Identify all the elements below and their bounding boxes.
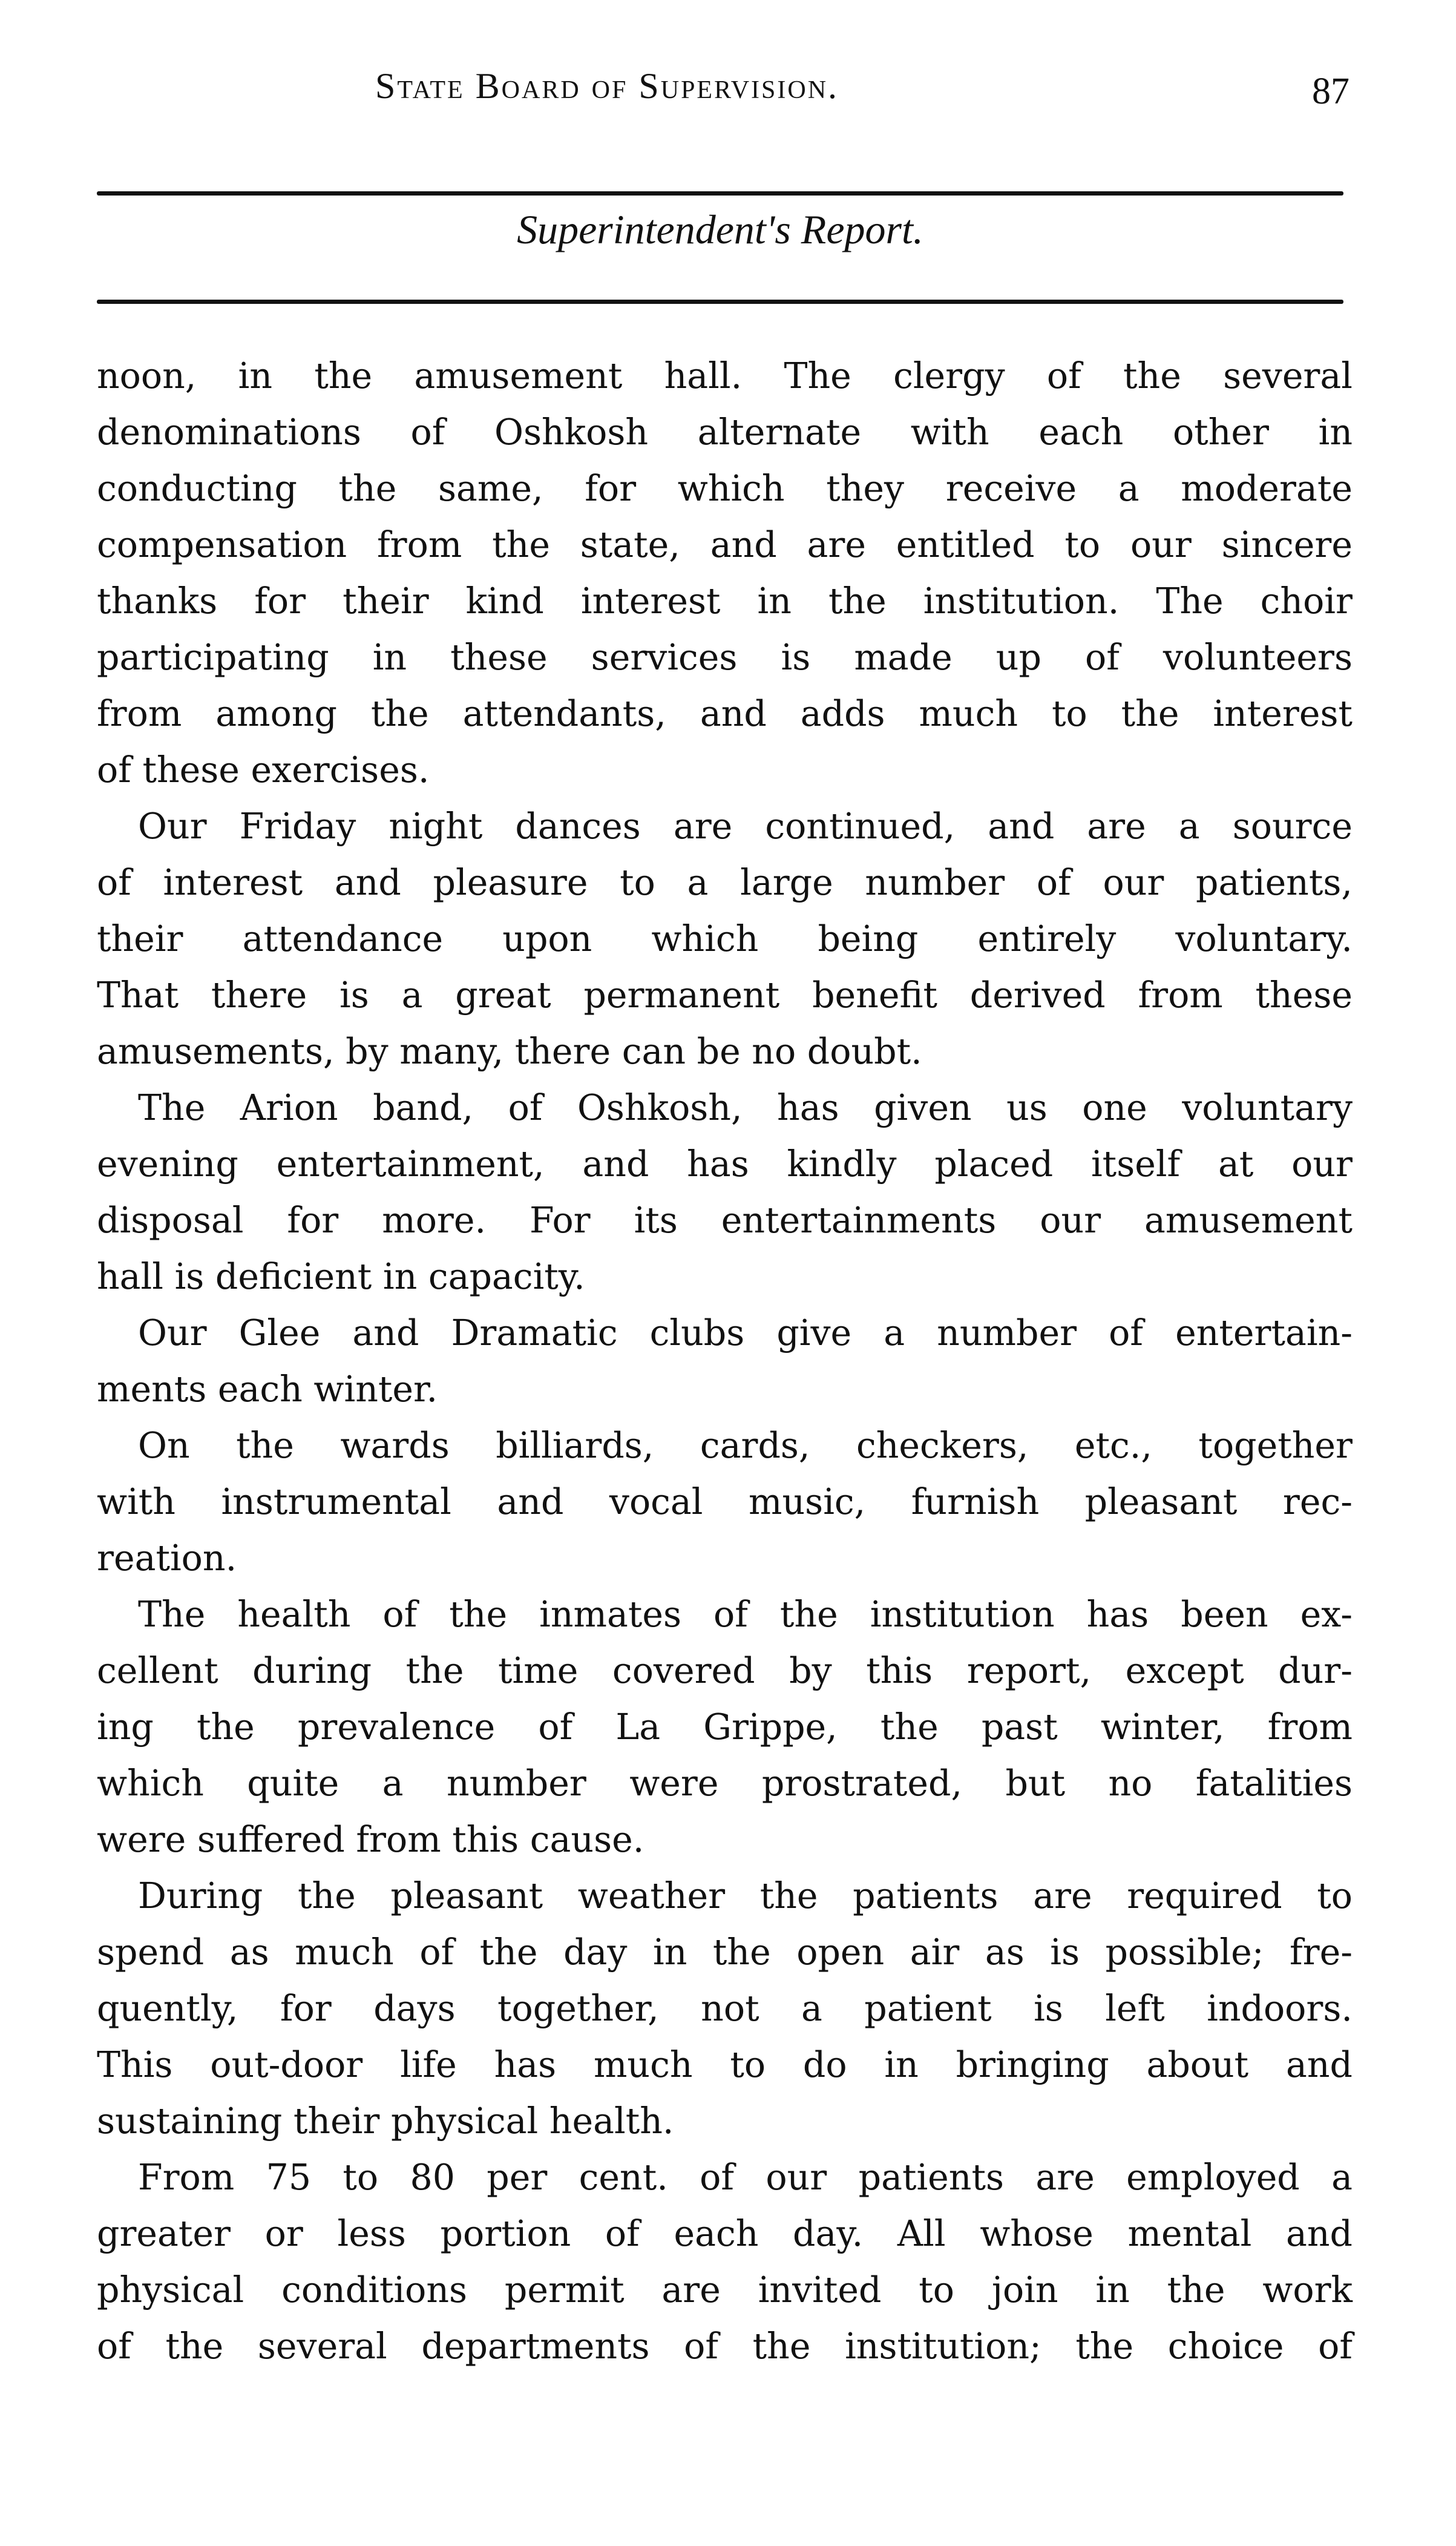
text-line: ments each winter.	[97, 1369, 438, 1410]
text-line: From 75 to 80 per cent. of our patients are employed a	[138, 2157, 1353, 2198]
body-text	[97, 348, 1353, 2375]
text-line: reation.	[97, 1538, 237, 1579]
text-line: with instrumental and vocal music, furnish pleasant rec-	[97, 1481, 1353, 1522]
text-line: physical conditions permit are invited to join in the work	[97, 2269, 1353, 2311]
paragraph	[97, 1080, 1353, 1305]
text-line: That there is a great permanent benefit derived from these	[97, 975, 1353, 1016]
text-line: conducting the same, for which they receive a moderate	[97, 468, 1353, 509]
paragraph	[97, 1587, 1353, 1868]
text-line: Our Glee and Dramatic clubs give a number of entertain-	[138, 1312, 1353, 1354]
text-line: hall is deficient in capacity.	[97, 1256, 585, 1297]
text-line: noon, in the amusement hall. The clergy of the several	[97, 355, 1353, 396]
text-line: Our Friday night dances are continued, and are a source	[138, 806, 1353, 847]
page-number: 87	[1312, 71, 1349, 112]
text-line: amusements, by many, there can be no doubt.	[97, 1031, 922, 1072]
text-line: This out-door life has much to do in bringing about and	[97, 2044, 1353, 2085]
paragraph	[97, 348, 1353, 798]
text-line: of the several departments of the institution; the choice of	[97, 2326, 1353, 2367]
text-line: which quite a number were prostrated, but no fatalities	[97, 1763, 1353, 1804]
text-line: denominations of Oshkosh alternate with each other in	[97, 412, 1353, 453]
text-line: participating in these services is made up of volunteers	[97, 637, 1353, 678]
text-line: sustaining their physical health.	[97, 2100, 674, 2142]
top-rule	[97, 191, 1343, 196]
running-head	[97, 65, 1362, 120]
text-line: spend as much of the day in the open air as is possible; fre-	[97, 1932, 1353, 1973]
bottom-rule	[97, 300, 1343, 304]
paragraph	[97, 798, 1353, 1080]
text-line: ing the prevalence of La Grippe, the past winter, from	[97, 1706, 1353, 1748]
running-title: State Board of Supervision.	[375, 66, 839, 106]
text-line: compensation from the state, and are entitled to our sincere	[97, 524, 1353, 565]
text-line: their attendance upon which being entirely voluntary.	[97, 918, 1353, 959]
text-line: On the wards billiards, cards, checkers, etc., together	[138, 1425, 1353, 1466]
text-line: cellent during the time covered by this report, except dur-	[97, 1650, 1353, 1691]
text-line: During the pleasant weather the patients are required to	[138, 1875, 1353, 1916]
paragraph	[97, 1418, 1353, 1587]
text-line: quently, for days together, not a patient is left indoors.	[97, 1988, 1353, 2029]
paragraph	[97, 1868, 1353, 2150]
text-line: The health of the inmates of the institution has been ex-	[138, 1594, 1353, 1635]
text-line: The Arion band, of Oshkosh, has given us one voluntary	[138, 1087, 1353, 1128]
text-line: disposal for more. For its entertainments our amusement	[97, 1200, 1353, 1241]
text-line: were suffered from this cause.	[97, 1819, 644, 1860]
text-line: evening entertainment, and has kindly placed itself at our	[97, 1143, 1353, 1185]
paragraph	[97, 2150, 1353, 2375]
text-line: from among the attendants, and adds much to the interest	[97, 693, 1353, 734]
text-line: thanks for their kind interest in the institution. The choir	[97, 581, 1353, 622]
section-heading: Superintendent's Report.	[517, 206, 923, 252]
text-line: of these exercises.	[97, 749, 430, 791]
text-line: greater or less portion of each day. All whose mental and	[97, 2213, 1353, 2254]
text-line: of interest and pleasure to a large number of our patients,	[97, 862, 1353, 903]
paragraph	[97, 1305, 1353, 1418]
